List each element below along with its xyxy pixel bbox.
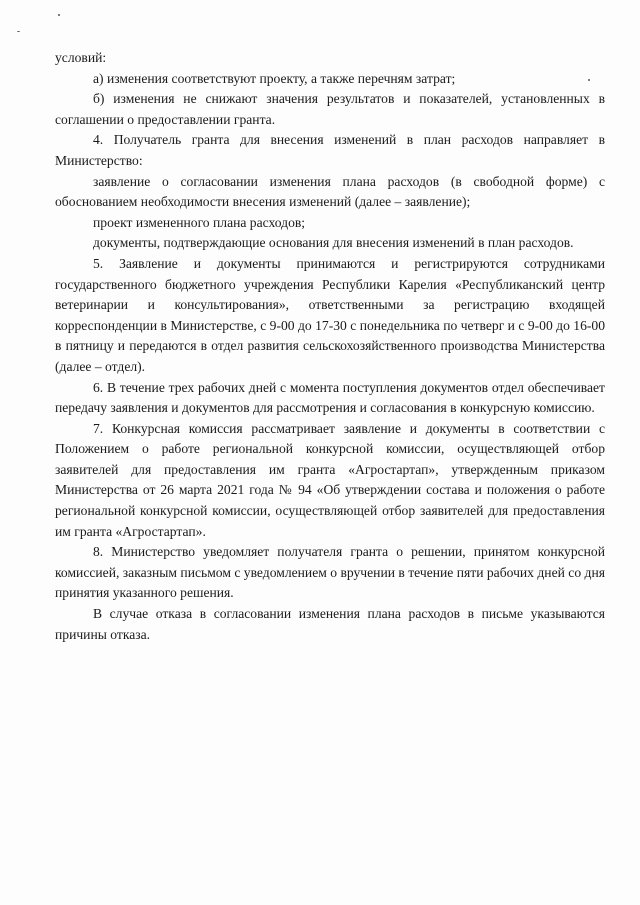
- paragraph-item-4-documents: документы, подтверждающие основания для внесения изменений в план расходов.: [93, 235, 574, 251]
- paragraph-item-4-application: заявление о согласовании изменения плана расходов (в свободной форме) с обоснованием необходимости внесения изменений (далее – заявление);: [55, 173, 605, 210]
- scan-speck: [58, 14, 60, 16]
- paragraph-item-8-refusal: В случае отказа в согласовании изменения плана расходов в письме указываются причины отказа.: [55, 606, 605, 642]
- paragraph-item-8: 8. Министерство уведомляет получателя гранта о решении, принятом конкурсной комиссией, заказным письмом с уведомлением о вручении в течение пяти рабочих дней со дня принятия указанного решения.: [55, 544, 605, 601]
- paragraph-conditions-tail: условий:: [55, 50, 107, 65]
- paragraph-item-7: 7. Конкурсная комиссия рассматривает заявление и документы в соответствии с Положением о работе региональной конкурсной комиссии, осуществляющей отбор заявителей для предоставления им гранта «Агростартап», утвержденным приказом Министерства от 26 марта 2021 года № 94 «Об утверждении состава и положения о работе региональной конкурсной комиссии, осуществляющей отбор заявителей для предоставления им гранта «Агростартап».: [55, 420, 605, 539]
- scan-speck: [17, 31, 20, 32]
- paragraph-condition-a: а) изменения соответствуют проекту, а также перечням затрат;: [93, 70, 456, 86]
- paragraph-item-5: 5. Заявление и документы принимаются и регистрируются сотрудниками государственного бюджетного учреждения Республики Карелия «Республиканский центр ветеринарии и консультирования», ответственными за регистрацию входящей корреспонденции в Министерстве, с 9-00 до 17-30 с понедельника по четверг и с 9-00 до 16-00 в пятницу и передаются в отдел развития сельскохозяйственного производства Министерства (далее – отдел).: [55, 255, 605, 374]
- document-body: [55, 48, 605, 645]
- paragraph-condition-b: б) изменения не снижают значения результатов и показателей, установленных в соглашении о предоставлении гранта.: [55, 91, 605, 127]
- paragraph-item-4-draft: проект измененного плана расходов;: [93, 214, 306, 230]
- paragraph-item-4: 4. Получатель гранта для внесения изменений в план расходов направляет в Министерство:: [55, 132, 605, 168]
- paragraph-item-6: 6. В течение трех рабочих дней с момента поступления документов отдел обеспечивает передачу заявления и документов для рассмотрения и согласования в конкурсную комиссию.: [55, 379, 605, 416]
